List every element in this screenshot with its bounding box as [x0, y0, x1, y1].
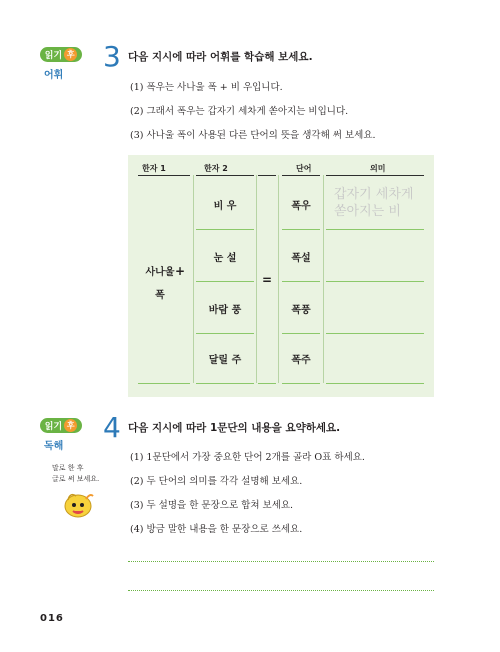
badge-circle: 후 [64, 48, 77, 61]
header-hanja1: 한자 1 [142, 164, 166, 173]
question-3-item-2: (2) 그래서 폭우는 갑자기 세차게 쏟아지는 비입니다. [130, 106, 349, 117]
header-rule [138, 175, 190, 176]
speak-then-write-note [52, 463, 99, 484]
row-rule [282, 281, 320, 282]
bottom-rule [282, 383, 320, 384]
note-line-2: 글로 써 보세요. [52, 474, 100, 483]
row-rule [282, 229, 320, 230]
vocab-table [128, 155, 434, 397]
plus-sign: + [174, 264, 186, 278]
question-4-item-2: (2) 두 단어의 의미를 각각 설명해 보세요. [130, 476, 303, 487]
row-rule [196, 229, 254, 230]
row-rule [326, 333, 424, 334]
mascot-character-icon [60, 490, 96, 520]
row-rule [326, 281, 424, 282]
question-4-item-3: (3) 두 설명을 한 문장으로 합쳐 보세요. [130, 500, 294, 511]
question-3-item-1: (1) 폭우는 사나울 폭 + 비 우입니다. [130, 82, 283, 93]
row-rule [282, 333, 320, 334]
column-divider [323, 175, 324, 383]
word-row-4: 폭주 [291, 355, 311, 366]
badge-label: 읽기 [44, 422, 63, 432]
hanja1-meaning: 사나울 [145, 267, 175, 278]
badge-label: 읽기 [44, 51, 63, 61]
question-3-title: 다음 지시에 따라 어휘를 학습해 보세요. [128, 51, 313, 63]
section-subtitle-reading: 독해 [44, 441, 64, 452]
column-divider [193, 175, 194, 383]
bottom-rule [258, 383, 276, 384]
column-divider [278, 175, 279, 383]
meaning-example-line-2: 쏟아지는 비 [334, 204, 401, 219]
hanja2-row-4: 달릴 주 [208, 355, 242, 366]
badge-circle: 후 [64, 419, 77, 432]
header-rule [282, 175, 320, 176]
word-row-1: 폭우 [291, 201, 311, 212]
word-row-3: 폭풍 [291, 305, 311, 316]
answer-line-1[interactable] [128, 561, 434, 562]
page-number: 016 [40, 613, 64, 624]
row-rule [326, 229, 424, 230]
reading-after-badge [40, 418, 82, 433]
column-divider [256, 175, 257, 383]
header-word: 단어 [296, 164, 312, 173]
reading-after-badge [40, 47, 82, 62]
question-3-item-3: (3) 사나울 폭이 사용된 다른 단어의 뜻을 생각해 써 보세요. [130, 130, 376, 141]
row-rule [196, 281, 254, 282]
note-line-1: 말로 한 후 [52, 464, 84, 472]
hanja1-sound: 폭 [155, 290, 165, 301]
bottom-rule [138, 383, 190, 384]
row-rule [196, 333, 254, 334]
bottom-rule [196, 383, 254, 384]
hanja2-row-3: 바람 풍 [208, 305, 242, 316]
equals-sign: = [261, 273, 273, 287]
question-number-3: 3 [103, 40, 121, 73]
header-rule [258, 175, 276, 176]
hanja2-row-2: 눈 설 [213, 253, 237, 264]
hanja2-row-1: 비 우 [213, 201, 237, 212]
word-row-2: 폭설 [291, 253, 311, 264]
answer-line-2[interactable] [128, 590, 434, 591]
bottom-rule [326, 383, 424, 384]
question-number-4: 4 [103, 411, 121, 444]
header-hanja2: 한자 2 [204, 164, 228, 173]
header-rule [326, 175, 424, 176]
question-4-title: 다음 지시에 따라 1문단의 내용을 요약하세요. [128, 422, 341, 434]
section-subtitle-vocab: 어휘 [44, 70, 64, 81]
question-4-item-4: (4) 방금 말한 내용을 한 문장으로 쓰세요. [130, 524, 303, 535]
meaning-example-line-1: 갑자기 세차게 [334, 187, 414, 202]
header-meaning: 의미 [370, 164, 386, 173]
header-rule [196, 175, 254, 176]
question-4-item-1: (1) 1문단에서 가장 중요한 단어 2개를 골라 O표 하세요. [130, 452, 365, 463]
